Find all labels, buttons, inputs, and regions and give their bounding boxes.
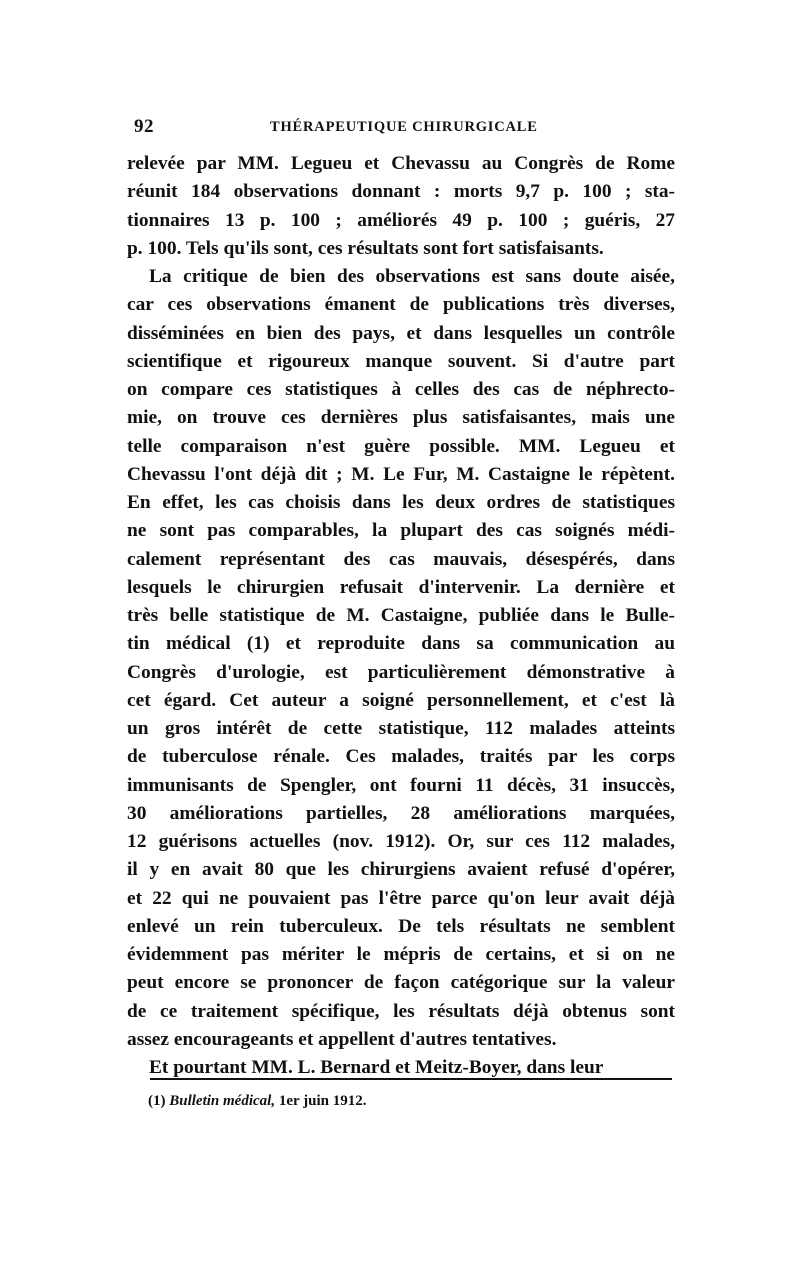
- text-line: peut encore se prononcer de façon catégorique sur la valeur: [127, 972, 675, 994]
- footnote-number: (1): [148, 1093, 166, 1109]
- text-line: évidemment pas mériter le mépris de certains, et si on ne: [127, 944, 675, 965]
- text-line: 12 guérisons actuelles (nov. 1912). Or, sur ces 112 malades,: [127, 831, 675, 852]
- text-line: de tuberculose rénale. Ces malades, traités par les corps: [127, 746, 675, 768]
- footnote-rule: [150, 1078, 672, 1080]
- footnote-date: 1er juin 1912.: [278, 1093, 367, 1109]
- paragraph: [127, 263, 675, 1054]
- text-line: En effet, les cas choisis dans les deux ordres de statistiques: [127, 492, 675, 513]
- footnote-source: Bulletin médical,: [169, 1093, 276, 1109]
- text-line: très belle statistique de M. Castaigne, publiée dans le Bulle-: [127, 605, 675, 626]
- text-line: réunit 184 observations donnant : morts 9,7 p. 100 ; sta-: [127, 181, 675, 203]
- text-line: tin médical (1) et reproduite dans sa communication au: [127, 633, 675, 655]
- text-line: mie, on trouve ces dernières plus satisfaisantes, mais une: [127, 407, 675, 429]
- text-line: car ces observations émanent de publications très diverses,: [127, 294, 675, 316]
- text-line: lesquels le chirurgien refusait d'intervenir. La dernière et: [127, 576, 675, 598]
- text-line: de ce traitement spécifique, les résultats déjà obtenus sont: [127, 1000, 675, 1022]
- text-line: on compare ces statistiques à celles des cas de néphrecto-: [127, 379, 675, 400]
- text-line: et 22 qui ne pouvaient pas l'être parce qu'on leur avait déjà: [127, 887, 675, 909]
- text-line: La critique de bien des observations est sans doute aisée,: [149, 266, 675, 287]
- text-line: enlevé un rein tuberculeux. De tels résultats ne semblent: [127, 915, 675, 937]
- text-line: Et pourtant MM. L. Bernard et Meitz-Boyer, dans leur: [149, 1057, 604, 1078]
- text-line: calement représentant des cas mauvais, désespérés, dans: [127, 548, 675, 570]
- page-number: 92: [134, 116, 154, 137]
- paragraph: [127, 150, 675, 263]
- text-line: Congrès d'urologie, est particulièrement démonstrative à: [127, 661, 675, 683]
- text-line: un gros intérêt de cette statistique, 112 malades atteints: [127, 718, 675, 739]
- text-line: ne sont pas comparables, la plupart des cas soignés médi-: [127, 520, 675, 542]
- text-line: immunisants de Spengler, ont fourni 11 décès, 31 insuccès,: [127, 774, 675, 796]
- text-line: cet égard. Cet auteur a soigné personnellement, et c'est là: [127, 689, 675, 711]
- text-line: 30 améliorations partielles, 28 améliorations marquées,: [127, 802, 675, 824]
- text-line: relevée par MM. Legueu et Chevassu au Congrès de Rome: [127, 153, 675, 174]
- text-line: disséminées en bien des pays, et dans lesquelles un contrôle: [127, 322, 675, 344]
- text-line: Chevassu l'ont déjà dit ; M. Le Fur, M. Castaigne le répètent.: [127, 463, 675, 485]
- text-line: scientifique et rigoureux manque souvent. Si d'autre part: [127, 350, 675, 372]
- text-line: p. 100. Tels qu'ils sont, ces résultats sont fort satisfaisants.: [127, 237, 604, 259]
- running-head: THÉRAPEUTIQUE CHIRURGICALE: [270, 119, 538, 135]
- page-header: [130, 116, 680, 140]
- footnote: [148, 1093, 367, 1110]
- text-line: tionnaires 13 p. 100 ; améliorés 49 p. 100 ; guéris, 27: [127, 209, 675, 231]
- text-line: assez encourageants et appellent d'autres tentatives.: [127, 1028, 557, 1050]
- text-line: il y en avait 80 que les chirurgiens avaient refusé d'opérer,: [127, 859, 675, 881]
- body-text: [127, 150, 675, 1082]
- text-line: telle comparaison n'est guère possible. MM. Legueu et: [127, 435, 675, 457]
